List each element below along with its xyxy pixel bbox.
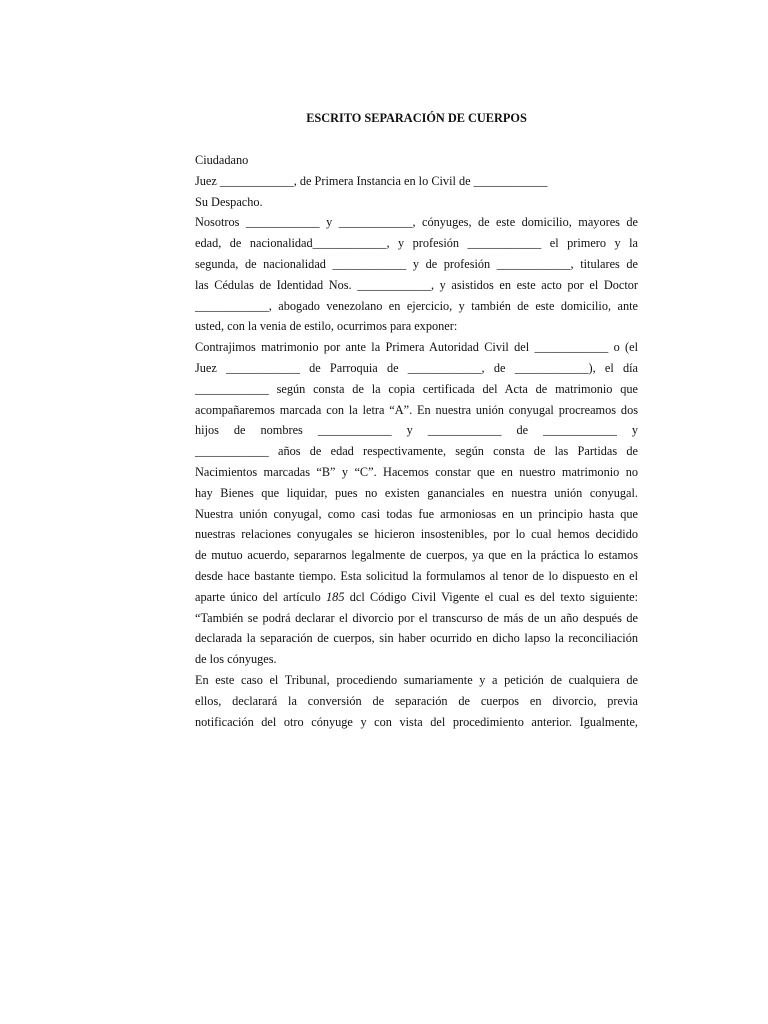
document-page (195, 108, 638, 732)
text-line: de los cónyuges. (195, 652, 277, 667)
address-line-office: Su Despacho. (195, 194, 263, 209)
text-line: declarada la separación de cuerpos, sin haber ocurrido en dicho lapso la reconciliación (195, 631, 638, 646)
text-line: acompañaremos marcada con la letra “A”. En nuestra unión conyugal procreamos dos (195, 402, 638, 417)
paragraph-tribunal (195, 670, 638, 732)
text-line: ____________ según consta de la copia certificada del Acta de matrimonio que (195, 381, 638, 396)
text-line: notificación del otro cónyuge y con vista del procedimiento anterior. Igualmente, (195, 714, 638, 729)
address-block (195, 150, 638, 212)
text-line: En este caso el Tribunal, procediendo sumariamente y a petición de cualquiera de (195, 672, 638, 687)
text-line: hijos de nombres ____________ y ____________ de ____________ y (195, 423, 638, 438)
text-line: Nacimientos marcadas “B” y “C”. Hacemos constar que en nuestro matrimonio no (195, 464, 638, 479)
text-line: edad, de nacionalidad____________, y profesión ____________ el primero y la (195, 236, 638, 251)
paragraph-marriage (195, 337, 638, 670)
text-line: desde hace bastante tiempo. Esta solicitud la formulamos al tenor de lo dispuesto en el (195, 568, 638, 583)
text-line: ellos, declarará la conversión de separación de cuerpos en divorcio, previa (195, 693, 638, 708)
article-suffix: dcl Código Civil Vigente el cual es del texto siguiente: (344, 589, 638, 604)
article-prefix: aparte único del artículo (195, 589, 327, 604)
paragraph-introduction (195, 212, 638, 337)
text-line: Juez ____________ de Parroquia de ____________, de ____________), el día (195, 360, 638, 375)
text-line: Nosotros ____________ y ____________, cónyuges, de este domicilio, mayores de (195, 215, 638, 230)
address-line-judge: Juez ____________, de Primera Instancia en lo Civil de ____________ (195, 173, 548, 188)
text-line: hay Bienes que liquidar, pues no existen gananciales en nuestra unión conyugal. (195, 485, 638, 500)
address-line-recipient: Ciudadano (195, 153, 249, 167)
text-line: nuestras relaciones conyugales se hicieron insostenibles, por lo cual hemos decidido (195, 527, 638, 542)
text-line: Contrajimos matrimonio por ante la Primera Autoridad Civil del ____________ o (el (195, 340, 638, 355)
text-line: las Cédulas de Identidad Nos. ____________, y asistidos en este acto por el Doctor (195, 277, 638, 292)
text-line: usted, con la venia de estilo, ocurrimos para exponer: (195, 319, 458, 334)
text-line: “También se podrá declarar el divorcio por el transcurso de más de un año después de (195, 610, 638, 625)
text-line: Nuestra unión conyugal, como casi todas fue armoniosas en un principio hasta que (195, 506, 638, 521)
text-line: ____________, abogado venezolano en ejercicio, y también de este domicilio, ante (195, 298, 638, 313)
text-line: ____________ años de edad respectivamente, según consta de las Partidas de (195, 444, 638, 459)
text-line: de mutuo acuerdo, separarnos legalmente de cuerpos, ya que en la práctica lo estamos (195, 548, 638, 563)
document-title: ESCRITO SEPARACIÓN DE CUERPOS (306, 111, 527, 125)
text-line-article (195, 587, 638, 608)
text-line: segunda, de nacionalidad ____________ y de profesión ____________, titulares de (195, 256, 638, 271)
article-number: 185 (326, 589, 345, 604)
